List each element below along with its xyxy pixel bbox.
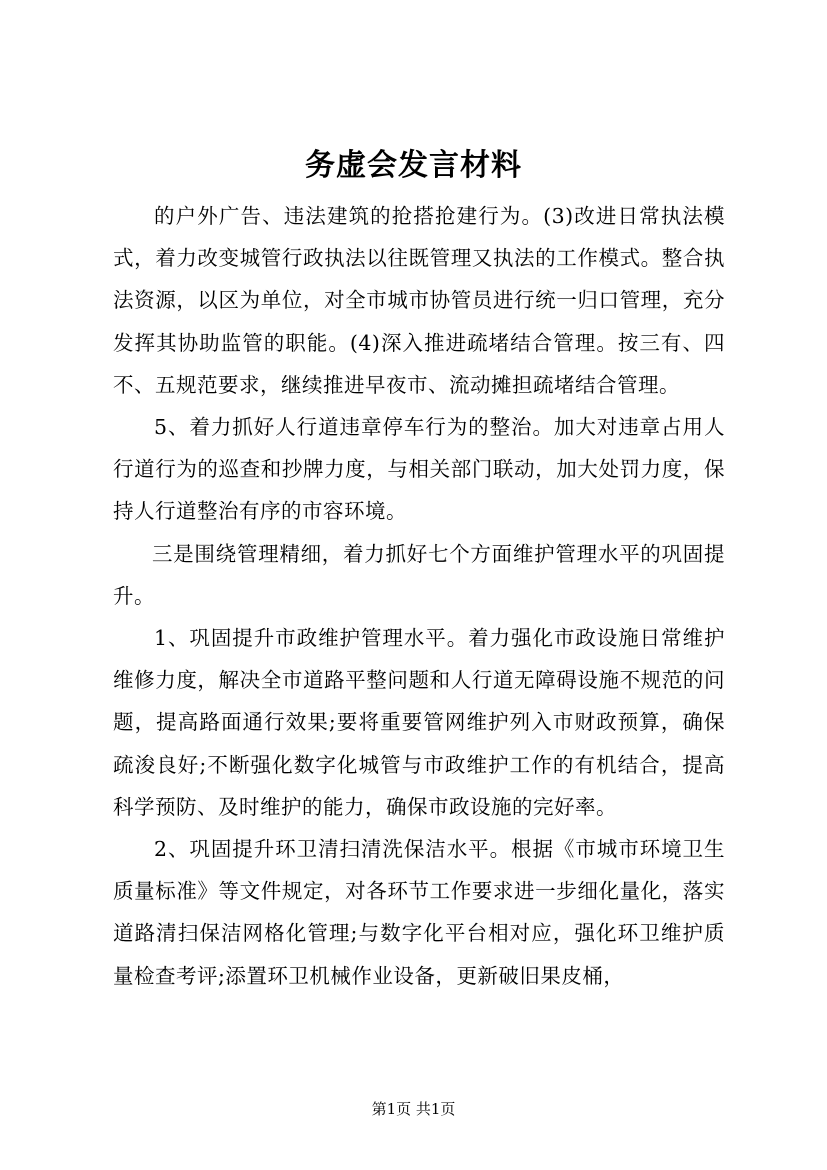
paragraph-2: 5、着力抓好人行道违章停车行为的整治。加大对违章占用人行道行为的巡查和抄牌力度，与相关部门联动，加大处罚力度，保持人行道整治有序的市容环境。 [113,415,725,524]
paragraph-5: 2、巩固提升环卫清扫清洗保洁水平。根据《市城市环境卫生质量标准》等文件规定，对各环节工作要求进一步细化量化，落实道路清扫保洁网格化管理;与数字化平台相对应，强化环卫维护质量检查考评;添置环卫机械作业设备，更新破旧果皮桶， [113,837,725,988]
page-footer: 第1页 共1页 [371,1100,456,1118]
paragraph-3: 三是围绕管理精细，着力抓好七个方面维护管理水平的巩固提升。 [113,541,725,608]
document-body [113,195,725,997]
paragraph-4: 1、巩固提升市政维护管理水平。着力强化市政设施日常维护维修力度，解决全市道路平整问题和人行道无障碍设施不规范的问题，提高路面通行效果;要将重要管网维护列入市财政预算，确保疏浚良好;不断强化数字化城管与市政维护工作的有机结合，提高科学预防、及时维护的能力，确保市政设施的完好率。 [113,626,725,819]
paragraph-1: 的户外广告、违法建筑的抢搭抢建行为。(3)改进日常执法模式，着力改变城管行政执法以往既管理又执法的工作模式。整合执法资源，以区为单位，对全市城市协管员进行统一归口管理，充分发挥其协助监管的职能。(4)深入推进疏堵结合管理。按三有、四不、五规范要求，继续推进早夜市、流动摊担疏堵结合管理。 [113,204,725,397]
page-title: 务虚会发言材料 [305,148,522,183]
